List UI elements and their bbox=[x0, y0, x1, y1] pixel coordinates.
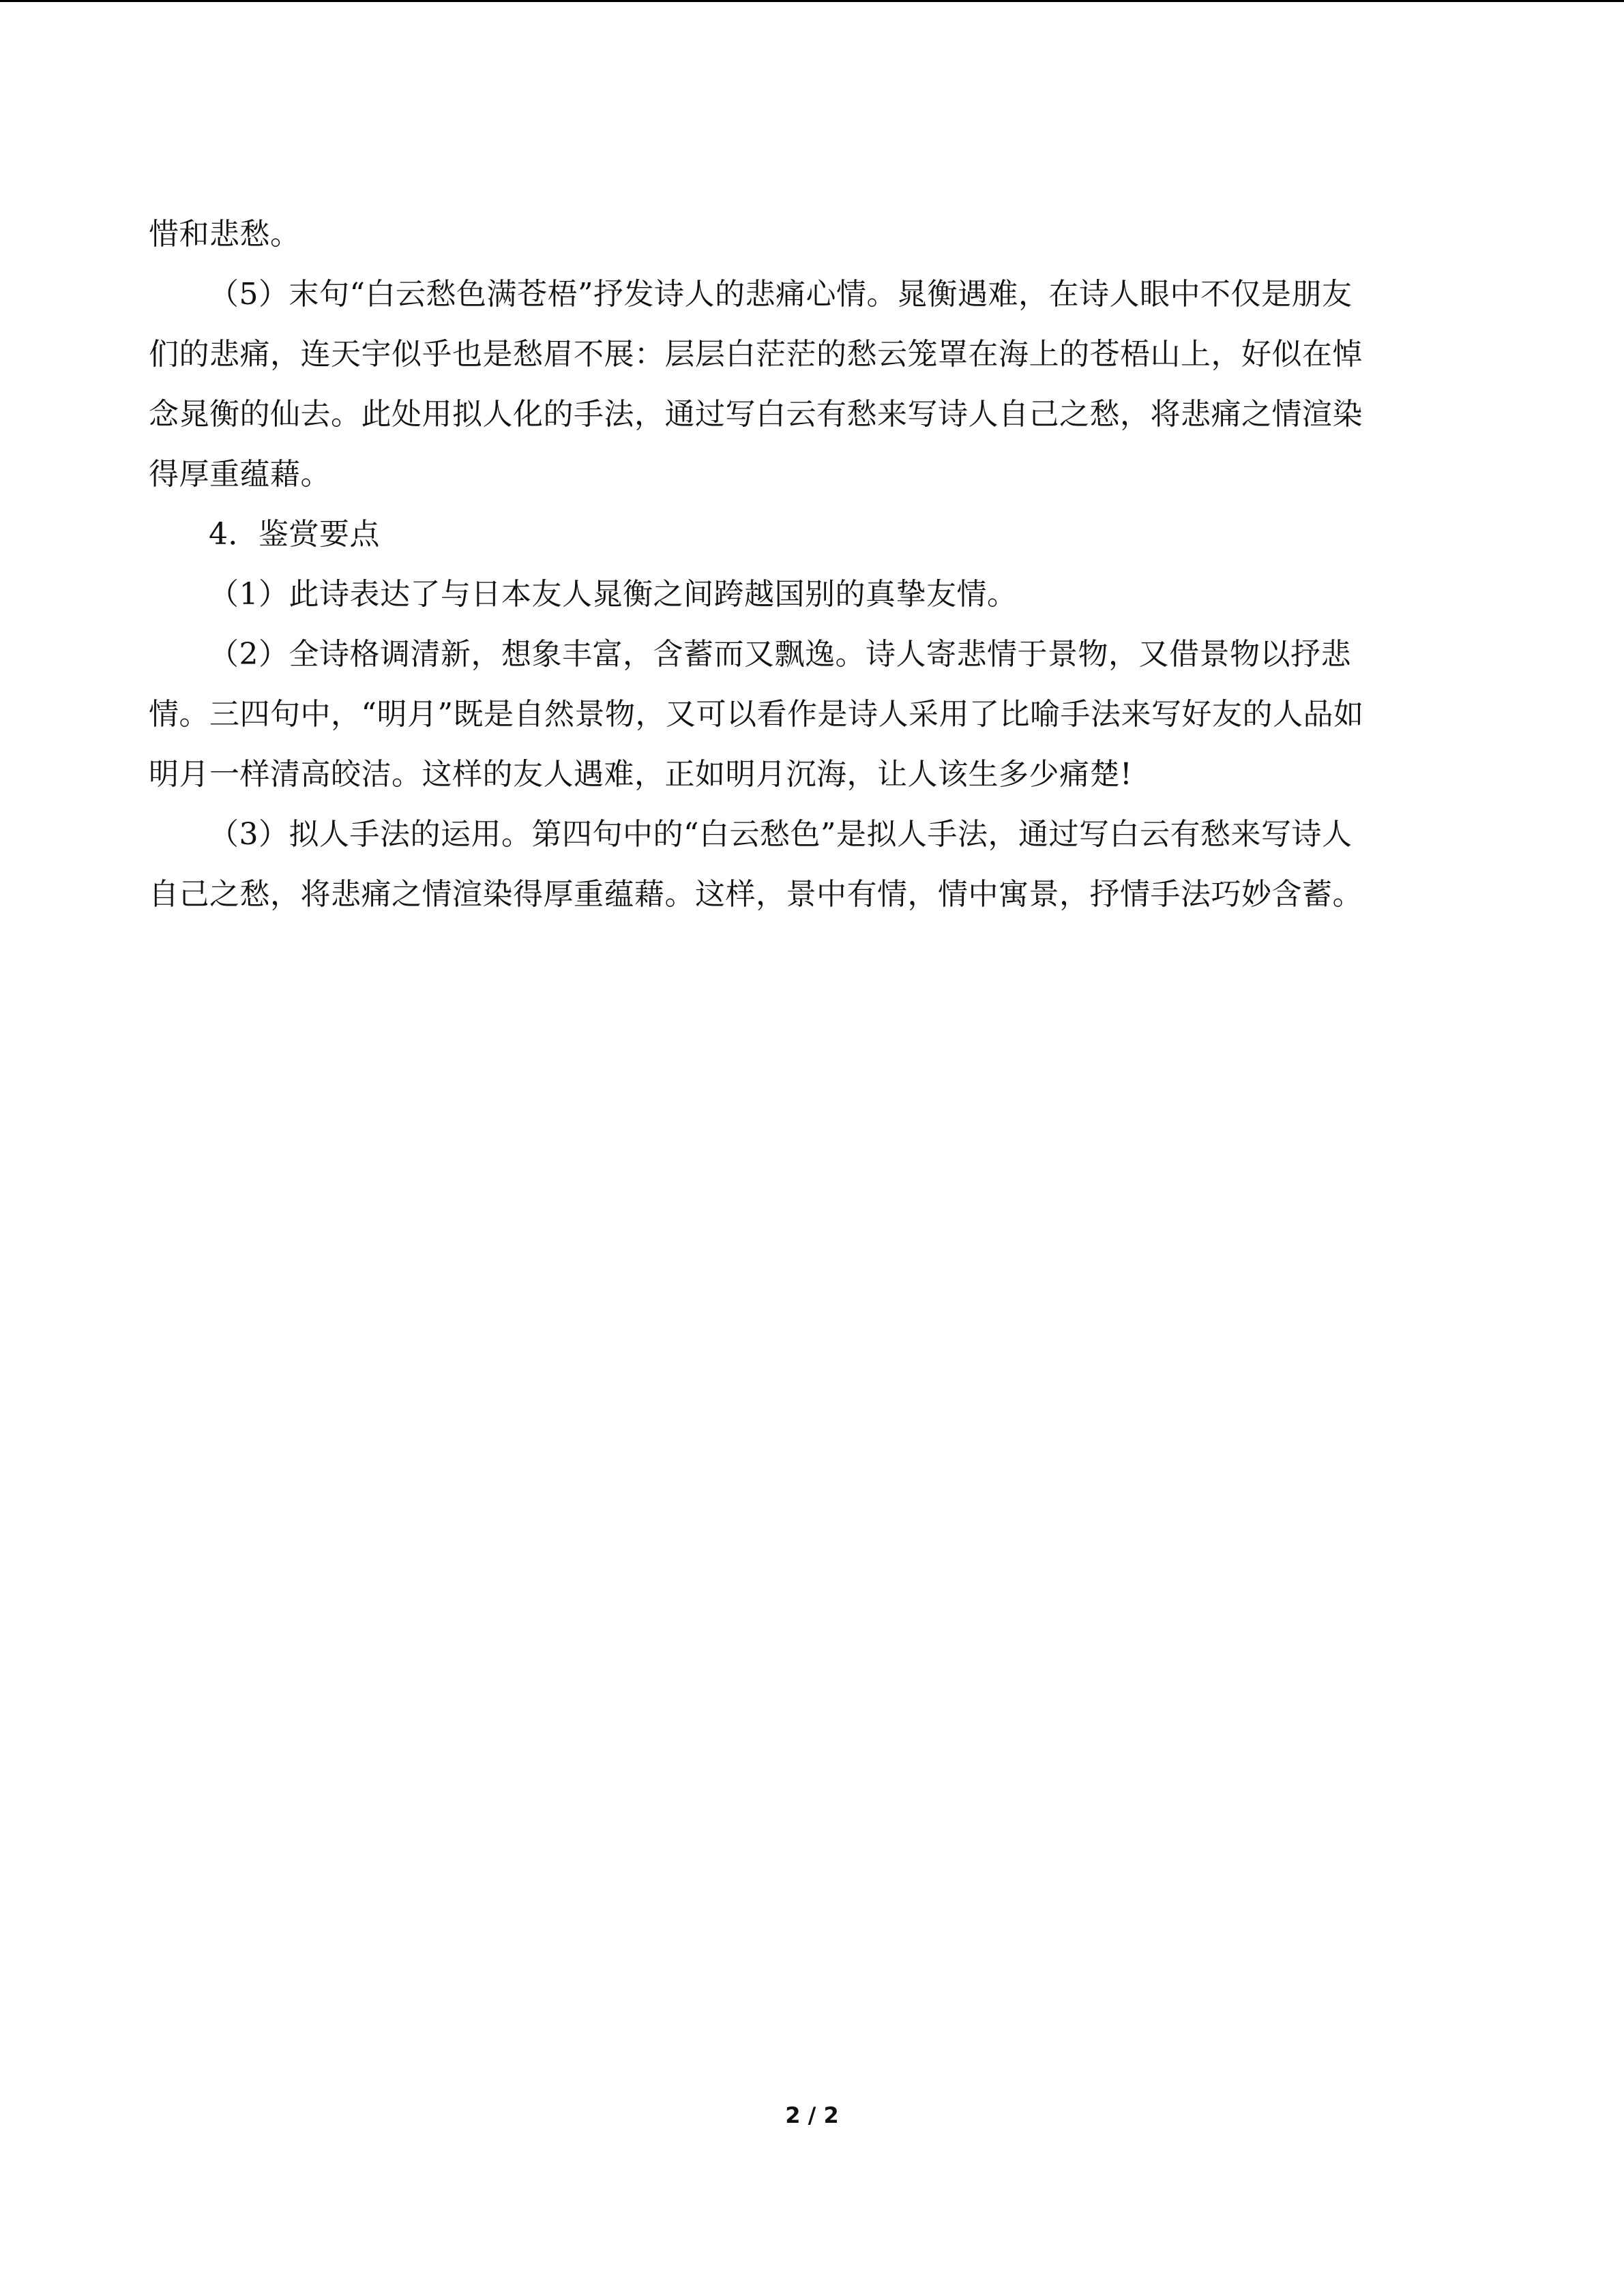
text-line-10: 明月一样清高皎洁。这样的友人遇难，正如明月沉海，让人该生多少痛楚! bbox=[149, 757, 1133, 792]
text-line-5: 得厚重蕴藉。 bbox=[149, 457, 331, 492]
section-heading: 4．鉴赏要点 bbox=[209, 517, 380, 552]
text-line-2: （5）末句“白云愁色满苍梧”抒发诗人的悲痛心情。晁衡遇难，在诗人眼中不仅是朋友 bbox=[209, 277, 1353, 312]
text-line-4: 念晁衡的仙去。此处用拟人化的手法，通过写白云有愁来写诗人自己之愁，将悲痛之情渲染 bbox=[149, 397, 1363, 432]
text-line-1: 惜和悲愁。 bbox=[149, 217, 301, 252]
text-line-3: 们的悲痛，连天宇似乎也是愁眉不展：层层白茫茫的愁云笼罩在海上的苍梧山上，好似在悼 bbox=[149, 337, 1363, 372]
text-line-8: （2）全诗格调清新，想象丰富，含蓄而又飘逸。诗人寄悲情于景物，又借景物以抒悲 bbox=[209, 637, 1351, 672]
page-number: 2 / 2 bbox=[785, 2102, 839, 2128]
text-line-11: （3）拟人手法的运用。第四句中的“白云愁色”是拟人手法，通过写白云有愁来写诗人 bbox=[209, 817, 1353, 852]
document-body bbox=[149, 205, 1475, 925]
text-line-9: 情。三四句中，“明月”既是自然景物，又可以看作是诗人采用了比喻手法来写好友的人品如 bbox=[149, 697, 1364, 732]
text-line-12: 自己之愁，将悲痛之情渲染得厚重蕴藉。这样，景中有情，情中寓景，抒情手法巧妙含蓄。 bbox=[149, 877, 1363, 912]
text-line-7: （1）此诗表达了与日本友人晁衡之间跨越国别的真挚友情。 bbox=[209, 577, 1018, 612]
